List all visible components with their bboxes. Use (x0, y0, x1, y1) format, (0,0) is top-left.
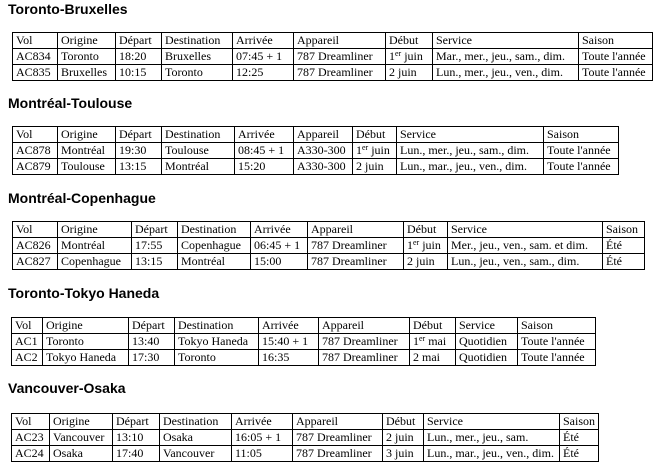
column-header-origine: Origine (50, 414, 113, 430)
cell-arrivee: 16:05 + 1 (232, 430, 293, 446)
flight-row (13, 159, 619, 175)
column-header-saison: Saison (544, 127, 619, 143)
cell-vol: AC826 (13, 238, 58, 254)
cell-service: Mer., jeu., ven., sam. et dim. (448, 238, 603, 254)
column-header-destination: Destination (160, 414, 232, 430)
cell-origine: Montréal (58, 143, 116, 159)
column-header-saison: Saison (579, 33, 653, 49)
column-header-service: Service (424, 414, 560, 430)
cell-depart: 17:55 (132, 238, 178, 254)
column-header-vol: Vol (13, 33, 58, 49)
column-header-destination: Destination (162, 127, 235, 143)
cell-debut: 2 juin (404, 254, 448, 270)
column-header-appareil: Appareil (308, 222, 404, 238)
ordinal-suffix: er (413, 238, 420, 247)
cell-destination: Vancouver (160, 446, 232, 462)
ordinal-suffix: er (419, 334, 426, 343)
schedule-table (11, 413, 599, 462)
table-header-row (12, 414, 599, 430)
column-header-debut: Début (404, 222, 448, 238)
column-header-depart: Départ (116, 127, 162, 143)
cell-service: Lun., mar., jeu., ven., dim. (397, 159, 544, 175)
flight-row (13, 49, 653, 65)
cell-saison: Toute l'année (518, 350, 596, 366)
cell-debut: 2 juin (353, 159, 397, 175)
flight-row (12, 430, 599, 446)
column-header-saison: Saison (603, 222, 645, 238)
column-header-arrivee: Arrivée (232, 414, 293, 430)
flight-row (13, 143, 619, 159)
column-header-service: Service (433, 33, 579, 49)
table-header-row (12, 318, 596, 334)
cell-destination: Bruxelles (162, 49, 233, 65)
cell-debut: 1er juin (404, 238, 448, 254)
cell-debut: 2 mai (410, 350, 456, 366)
flight-row (12, 350, 596, 366)
cell-debut: 1er juin (386, 49, 433, 65)
column-header-arrivee: Arrivée (251, 222, 308, 238)
cell-origine: Osaka (50, 446, 113, 462)
cell-saison: Toute l'année (518, 334, 596, 350)
column-header-vol: Vol (12, 318, 43, 334)
cell-saison: Été (560, 446, 599, 462)
cell-saison: Été (603, 254, 645, 270)
column-header-depart: Départ (132, 222, 178, 238)
cell-depart: 17:30 (129, 350, 175, 366)
cell-arrivee: 15:00 (251, 254, 308, 270)
cell-origine: Toronto (43, 334, 129, 350)
cell-vol: AC1 (12, 334, 43, 350)
cell-depart: 13:15 (116, 159, 162, 175)
cell-destination: Copenhague (178, 238, 251, 254)
column-header-origine: Origine (58, 33, 116, 49)
cell-vol: AC2 (12, 350, 43, 366)
cell-debut: 1er mai (410, 334, 456, 350)
cell-arrivee: 06:45 + 1 (251, 238, 308, 254)
cell-appareil: A330-300 (294, 143, 353, 159)
flight-row (12, 334, 596, 350)
cell-depart: 13:15 (132, 254, 178, 270)
column-header-arrivee: Arrivée (235, 127, 294, 143)
column-header-arrivee: Arrivée (233, 33, 294, 49)
column-header-origine: Origine (43, 318, 129, 334)
cell-arrivee: 15:20 (235, 159, 294, 175)
flight-row (13, 254, 645, 270)
cell-saison: Été (560, 430, 599, 446)
cell-debut: 2 juin (383, 430, 424, 446)
cell-vol: AC24 (12, 446, 50, 462)
ordinal-suffix: er (395, 49, 402, 58)
column-header-debut: Début (383, 414, 424, 430)
cell-origine: Toulouse (58, 159, 116, 175)
cell-appareil: 787 Dreamliner (294, 65, 386, 81)
cell-service: Mar., mer., jeu., sam., dim. (433, 49, 579, 65)
cell-service: Lun., mer., jeu., ven., dim. (433, 65, 579, 81)
cell-vol: AC835 (13, 65, 58, 81)
cell-origine: Bruxelles (58, 65, 116, 81)
cell-vol: AC879 (13, 159, 58, 175)
column-header-debut: Début (410, 318, 456, 334)
column-header-vol: Vol (12, 414, 50, 430)
cell-appareil: A330-300 (294, 159, 353, 175)
cell-appareil: 787 Dreamliner (319, 350, 410, 366)
route-title: Toronto-Tokyo Haneda (8, 285, 160, 301)
cell-vol: AC23 (12, 430, 50, 446)
column-header-depart: Départ (129, 318, 175, 334)
route-title: Toronto-Bruxelles (8, 1, 128, 17)
flight-row (12, 446, 599, 462)
cell-depart: 10:15 (116, 65, 162, 81)
cell-service: Lun., mar., jeu., ven., dim. (424, 446, 560, 462)
cell-destination: Toulouse (162, 143, 235, 159)
flight-row (13, 65, 653, 81)
cell-origine: Copenhague (58, 254, 132, 270)
cell-vol: AC878 (13, 143, 58, 159)
cell-arrivee: 15:40 + 1 (259, 334, 319, 350)
cell-appareil: 787 Dreamliner (293, 446, 383, 462)
cell-arrivee: 11:05 (232, 446, 293, 462)
column-header-depart: Départ (113, 414, 160, 430)
cell-debut: 2 juin (386, 65, 433, 81)
cell-appareil: 787 Dreamliner (308, 254, 404, 270)
cell-depart: 19:30 (116, 143, 162, 159)
table-header-row (13, 33, 653, 49)
ordinal-suffix: er (362, 143, 369, 152)
cell-origine: Tokyo Haneda (43, 350, 129, 366)
cell-arrivee: 12:25 (233, 65, 294, 81)
route-title: Montréal-Copenhague (8, 190, 156, 206)
schedule-table (12, 126, 619, 175)
table-header-row (13, 127, 619, 143)
cell-destination: Toronto (162, 65, 233, 81)
cell-vol: AC834 (13, 49, 58, 65)
cell-vol: AC827 (13, 254, 58, 270)
cell-depart: 13:40 (129, 334, 175, 350)
cell-depart: 17:40 (113, 446, 160, 462)
cell-service: Lun., jeu., ven., sam., dim. (448, 254, 603, 270)
column-header-debut: Début (386, 33, 433, 49)
cell-arrivee: 16:35 (259, 350, 319, 366)
cell-saison: Toute l'année (579, 65, 653, 81)
column-header-vol: Vol (13, 127, 58, 143)
cell-destination: Montréal (162, 159, 235, 175)
cell-service: Lun., mer., jeu., sam., dim. (397, 143, 544, 159)
cell-appareil: 787 Dreamliner (319, 334, 410, 350)
cell-destination: Toronto (175, 350, 259, 366)
schedule-table (12, 32, 653, 81)
cell-origine: Toronto (58, 49, 116, 65)
cell-depart: 18:20 (116, 49, 162, 65)
cell-appareil: 787 Dreamliner (293, 430, 383, 446)
cell-destination: Osaka (160, 430, 232, 446)
schedule-table (11, 317, 596, 366)
cell-debut: 1er juin (353, 143, 397, 159)
column-header-origine: Origine (58, 127, 116, 143)
cell-service: Lun., mer., jeu., sam. (424, 430, 560, 446)
column-header-debut: Début (353, 127, 397, 143)
column-header-destination: Destination (178, 222, 251, 238)
cell-origine: Vancouver (50, 430, 113, 446)
cell-service: Quotidien (456, 334, 518, 350)
column-header-destination: Destination (175, 318, 259, 334)
cell-destination: Montréal (178, 254, 251, 270)
cell-saison: Toute l'année (544, 143, 619, 159)
cell-appareil: 787 Dreamliner (308, 238, 404, 254)
cell-arrivee: 07:45 + 1 (233, 49, 294, 65)
column-header-vol: Vol (13, 222, 58, 238)
column-header-origine: Origine (58, 222, 132, 238)
route-title: Montréal-Toulouse (8, 95, 133, 111)
column-header-appareil: Appareil (294, 127, 353, 143)
cell-debut: 3 juin (383, 446, 424, 462)
cell-destination: Tokyo Haneda (175, 334, 259, 350)
column-header-arrivee: Arrivée (259, 318, 319, 334)
column-header-appareil: Appareil (293, 414, 383, 430)
cell-saison: Toute l'année (579, 49, 653, 65)
cell-saison: Été (603, 238, 645, 254)
column-header-destination: Destination (162, 33, 233, 49)
column-header-service: Service (456, 318, 518, 334)
cell-origine: Montréal (58, 238, 132, 254)
cell-appareil: 787 Dreamliner (294, 49, 386, 65)
table-header-row (13, 222, 645, 238)
flight-row (13, 238, 645, 254)
column-header-service: Service (448, 222, 603, 238)
cell-depart: 13:10 (113, 430, 160, 446)
column-header-depart: Départ (116, 33, 162, 49)
column-header-service: Service (397, 127, 544, 143)
cell-saison: Toute l'année (544, 159, 619, 175)
column-header-saison: Saison (560, 414, 599, 430)
cell-service: Quotidien (456, 350, 518, 366)
column-header-saison: Saison (518, 318, 596, 334)
cell-arrivee: 08:45 + 1 (235, 143, 294, 159)
column-header-appareil: Appareil (319, 318, 410, 334)
route-title: Vancouver-Osaka (8, 380, 126, 396)
schedule-table (12, 221, 645, 270)
column-header-appareil: Appareil (294, 33, 386, 49)
